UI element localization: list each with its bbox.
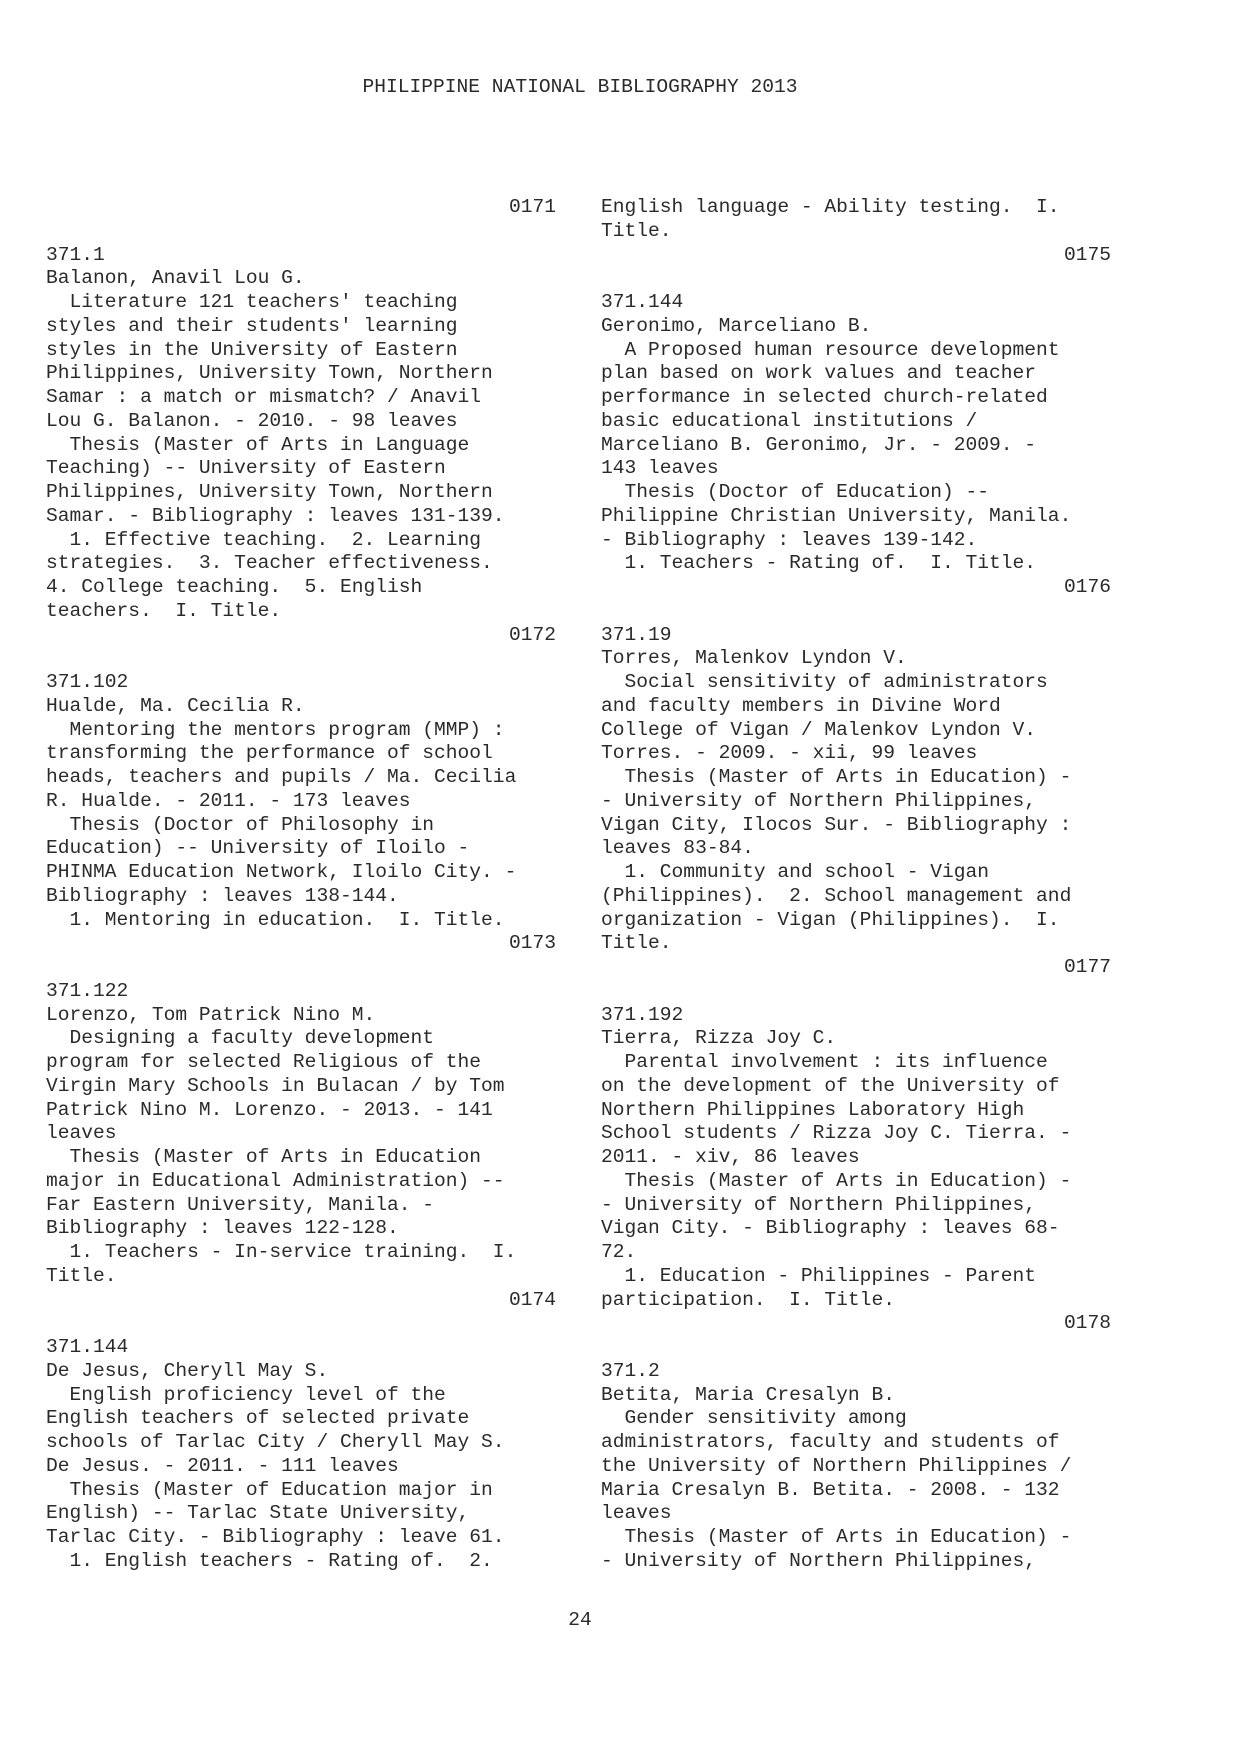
entry-line: strategies. 3. Teacher effectiveness. bbox=[46, 552, 493, 575]
entry-line: Bibliography : leaves 122-128. bbox=[46, 1217, 399, 1240]
entry-line: Thesis (Master of Arts in Education) - bbox=[601, 1169, 1072, 1192]
entry-line: Maria Cresalyn B. Betita. - 2008. - 132 bbox=[601, 1478, 1060, 1501]
entry-line: organization - Vigan (Philippines). I. bbox=[601, 908, 1060, 931]
entry-line: 2011. - xiv, 86 leaves bbox=[601, 1146, 860, 1168]
entry-line: major in Educational Administration) -- bbox=[46, 1169, 505, 1192]
entry-line: Far Eastern University, Manila. - bbox=[46, 1193, 435, 1216]
entry-line: heads, teachers and pupils / Ma. Cecilia bbox=[46, 766, 517, 788]
entry-line: Thesis (Master of Education major in bbox=[46, 1478, 493, 1501]
entry-line: 371.122 bbox=[46, 979, 129, 1002]
entry-line: - Bibliography : leaves 139-142. bbox=[601, 528, 978, 551]
entry-line bbox=[601, 267, 1111, 291]
entry-line: 371.144 bbox=[601, 291, 684, 313]
entry-line: 371.144 bbox=[46, 1336, 129, 1358]
entry-number: 0176 bbox=[1063, 576, 1111, 598]
entry-line: styles in the University of Eastern bbox=[46, 338, 458, 361]
entry-line: 1. Teachers - In-service training. I. bbox=[46, 1241, 517, 1263]
entry-line: 1. Teachers - Rating of. I. Title. bbox=[601, 552, 1037, 575]
entry-line: Title. bbox=[601, 932, 672, 955]
entry-line: transforming the performance of school bbox=[46, 742, 493, 765]
entry-line: Betita, Maria Cresalyn B. bbox=[601, 1383, 895, 1406]
left-column bbox=[46, 196, 556, 1574]
entry-line: A Proposed human resource development bbox=[601, 338, 1060, 361]
entry-line: 371.192 bbox=[601, 1003, 684, 1026]
entry-line: Vigan City, Ilocos Sur. - Bibliography : bbox=[601, 813, 1072, 836]
entry-line: basic educational institutions / bbox=[601, 409, 978, 432]
entry-number: 0178 bbox=[1063, 1312, 1111, 1335]
entry-line: 1. Education - Philippines - Parent bbox=[601, 1264, 1037, 1287]
entry-line: Thesis (Doctor of Education) -- bbox=[601, 481, 990, 503]
entry-line: Virgin Mary Schools in Bulacan / by Tom bbox=[46, 1074, 505, 1097]
entry-line bbox=[46, 220, 556, 244]
entry-line: 1. Mentoring in education. I. Title. bbox=[46, 908, 505, 931]
entry-line: Torres, Malenkov Lyndon V. bbox=[601, 647, 907, 670]
entry-line: Thesis (Master of Arts in Education) - bbox=[601, 1526, 1072, 1548]
entry-line: - University of Northern Philippines, bbox=[601, 1549, 1037, 1572]
entry-line: Thesis (Master of Arts in Education bbox=[46, 1146, 482, 1168]
entry-line bbox=[601, 600, 1111, 624]
entry-line: Social sensitivity of administrators bbox=[601, 671, 1048, 693]
entry-line: Philippines, University Town, Northern bbox=[46, 362, 493, 385]
entry-number: 0171 bbox=[508, 196, 556, 218]
entry-line: 371.19 bbox=[601, 623, 672, 646]
entry-line bbox=[46, 647, 556, 671]
entry-line: Samar. - Bibliography : leaves 131-139. bbox=[46, 504, 505, 527]
entry-line: Parental involvement : its influence bbox=[601, 1051, 1048, 1073]
entry-line: 371.1 bbox=[46, 243, 105, 266]
entry-line: De Jesus, Cheryll May S. bbox=[46, 1359, 329, 1382]
entry-line: Torres. - 2009. - xii, 99 leaves bbox=[601, 742, 978, 765]
entry-line: plan based on work values and teacher bbox=[601, 362, 1037, 385]
entry-line: English language - Ability testing. I. bbox=[601, 196, 1060, 218]
entry-line: Literature 121 teachers' teaching bbox=[46, 291, 458, 313]
entry-line: Northern Philippines Laboratory High bbox=[601, 1098, 1025, 1121]
entry-line: School students / Rizza Joy C. Tierra. - bbox=[601, 1122, 1072, 1145]
entry-line: on the development of the University of bbox=[601, 1074, 1060, 1097]
entry-line: schools of Tarlac City / Cheryll May S. bbox=[46, 1431, 505, 1453]
entry-line: Tarlac City. - Bibliography : leave 61. bbox=[46, 1526, 505, 1548]
entry-line: Gender sensitivity among bbox=[601, 1407, 907, 1430]
entry-line: PHINMA Education Network, Iloilo City. - bbox=[46, 861, 517, 883]
right-column bbox=[601, 196, 1111, 1574]
entry-line: 143 leaves bbox=[601, 457, 719, 480]
entry-number: 0173 bbox=[508, 932, 556, 955]
entry-line: Philippines, University Town, Northern bbox=[46, 481, 493, 503]
entry-line: Tierra, Rizza Joy C. bbox=[601, 1027, 837, 1050]
entry-number: 0172 bbox=[508, 623, 556, 646]
entry-line: Hualde, Ma. Cecilia R. bbox=[46, 694, 305, 717]
entry-line: De Jesus. - 2011. - 111 leaves bbox=[46, 1454, 399, 1477]
entry-line: 1. Community and school - Vigan bbox=[601, 861, 990, 883]
entry-line: Thesis (Doctor of Philosophy in bbox=[46, 813, 435, 836]
entry-line: Designing a faculty development bbox=[46, 1027, 435, 1050]
entry-line: 371.2 bbox=[601, 1359, 660, 1382]
entry-line: Education) -- University of Iloilo - bbox=[46, 837, 470, 860]
entry-line: leaves 83-84. bbox=[601, 837, 754, 860]
entry-line: Title. bbox=[601, 219, 672, 242]
page-number: 24 bbox=[568, 1609, 592, 1631]
entry-line: Bibliography : leaves 138-144. bbox=[46, 884, 399, 907]
entry-line: English teachers of selected private bbox=[46, 1407, 470, 1430]
entry-line: styles and their students' learning bbox=[46, 314, 458, 337]
entry-line: and faculty members in Divine Word bbox=[601, 694, 1001, 717]
entry-line: leaves bbox=[46, 1122, 117, 1145]
entry-line bbox=[46, 956, 556, 980]
entry-line: Lorenzo, Tom Patrick Nino M. bbox=[46, 1003, 376, 1026]
entry-line: - University of Northern Philippines, bbox=[601, 1193, 1037, 1216]
entry-line: Philippine Christian University, Manila. bbox=[601, 504, 1072, 527]
entry-line: English proficiency level of the bbox=[46, 1383, 446, 1406]
entry-line: Title. bbox=[46, 1264, 117, 1287]
entry-line: Thesis (Master of Arts in Education) - bbox=[601, 766, 1072, 788]
entry-number: 0177 bbox=[1063, 956, 1111, 978]
entry-line: English) -- Tarlac State University, bbox=[46, 1502, 470, 1525]
entry-line: 1. English teachers - Rating of. 2. bbox=[46, 1549, 493, 1572]
entry-line: teachers. I. Title. bbox=[46, 599, 282, 622]
entry-line: Lou G. Balanon. - 2010. - 98 leaves bbox=[46, 409, 458, 432]
entry-line: 4. College teaching. 5. English bbox=[46, 576, 423, 598]
entry-line: administrators, faculty and students of bbox=[601, 1431, 1060, 1453]
entry-line: Balanon, Anavil Lou G. bbox=[46, 267, 305, 290]
entry-line: Patrick Nino M. Lorenzo. - 2013. - 141 bbox=[46, 1098, 493, 1121]
entry-line bbox=[601, 1336, 1111, 1360]
entry-line: Samar : a match or mismatch? / Anavil bbox=[46, 386, 482, 408]
entry-line: the University of Northern Philippines / bbox=[601, 1454, 1072, 1477]
entry-line bbox=[46, 1312, 556, 1336]
entry-number: 0175 bbox=[1063, 243, 1111, 266]
entry-line: Vigan City. - Bibliography : leaves 68- bbox=[601, 1217, 1060, 1240]
entry-line: (Philippines). 2. School management and bbox=[601, 884, 1072, 907]
entry-line: 1. Effective teaching. 2. Learning bbox=[46, 528, 482, 551]
entry-line: participation. I. Title. bbox=[601, 1288, 895, 1311]
entry-line: Thesis (Master of Arts in Language bbox=[46, 433, 470, 456]
entry-line: program for selected Religious of the bbox=[46, 1051, 482, 1073]
entry-line bbox=[601, 980, 1111, 1004]
entry-line: - University of Northern Philippines, bbox=[601, 789, 1037, 812]
entry-line: performance in selected church-related bbox=[601, 386, 1048, 408]
entry-line: Mentoring the mentors program (MMP) : bbox=[46, 718, 505, 741]
entry-line: Marceliano B. Geronimo, Jr. - 2009. - bbox=[601, 433, 1037, 456]
entry-line: Teaching) -- University of Eastern bbox=[46, 457, 446, 480]
entry-line: Geronimo, Marceliano B. bbox=[601, 314, 872, 337]
entry-line: leaves bbox=[601, 1502, 672, 1525]
entry-line: 371.102 bbox=[46, 671, 129, 693]
entry-line: R. Hualde. - 2011. - 173 leaves bbox=[46, 789, 411, 812]
entry-number: 0174 bbox=[508, 1288, 556, 1311]
entry-line: 72. bbox=[601, 1241, 637, 1263]
page-header: PHILIPPINE NATIONAL BIBLIOGRAPHY 2013 bbox=[362, 76, 798, 98]
entry-line: College of Vigan / Malenkov Lyndon V. bbox=[601, 718, 1037, 741]
